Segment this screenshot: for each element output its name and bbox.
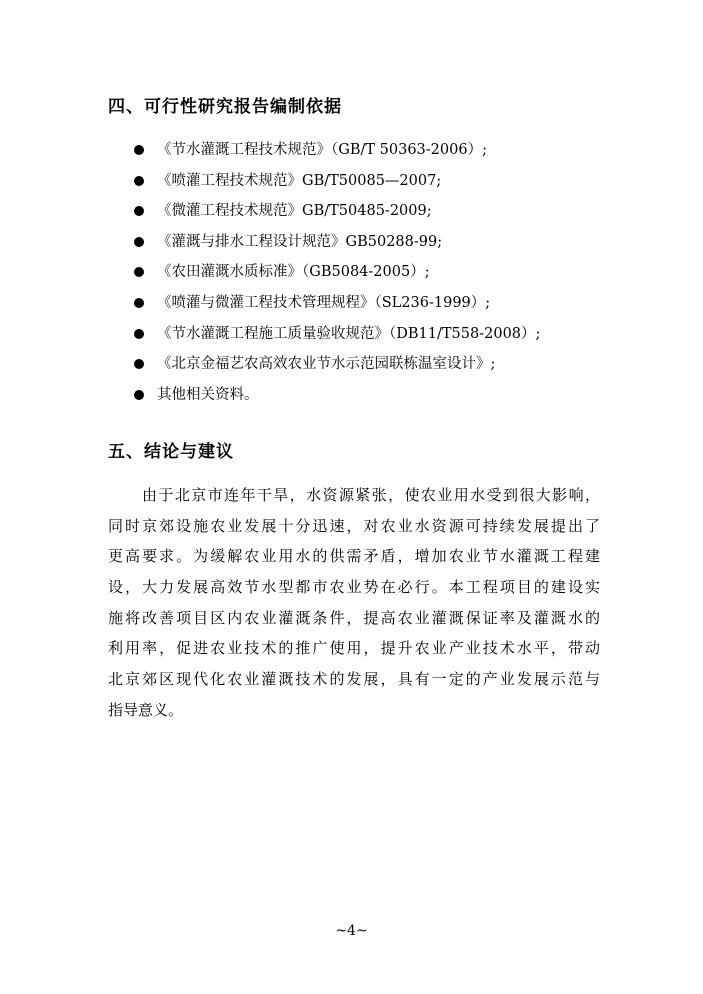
list-item-text: 《灌溉与排水工程设计规范》GB50288-99; <box>157 233 443 250</box>
list-item <box>134 291 540 322</box>
paragraph-line: 指导意义。 <box>108 700 184 719</box>
page-number: ~4~ <box>335 923 368 939</box>
basis-list <box>134 138 540 413</box>
list-item <box>134 138 540 169</box>
list-item <box>134 169 540 200</box>
list-item-text: 其他相关资料。 <box>157 386 259 403</box>
paragraph-line: 更高要求。为缓解农业用水的供需矛盾，增加农业节水灌溉工程建 <box>108 547 600 566</box>
list-item <box>134 199 540 230</box>
list-item <box>134 322 540 353</box>
bullet-icon <box>134 298 144 308</box>
paragraph-line: 北京郊区现代化农业灌溉技术的发展，具有一定的产业发展示范与 <box>108 670 600 689</box>
bullet-icon <box>134 237 144 247</box>
list-item-text: 《节水灌溉工程施工质量验收规范》（DB11/T558-2008）; <box>157 325 541 342</box>
list-item-text: 《北京金福艺农高效农业节水示范园联栋温室设计》; <box>157 356 496 373</box>
bullet-icon <box>134 206 144 216</box>
bullet-icon <box>134 145 144 155</box>
list-item <box>134 260 540 291</box>
bullet-icon <box>134 329 144 339</box>
bullet-icon <box>134 359 144 369</box>
list-item-text: 《喷灌与微灌工程技术管理规程》（SL236-1999）; <box>157 294 491 311</box>
list-item <box>134 230 540 261</box>
list-item-text: 《农田灌溉水质标准》（GB5084-2005）; <box>157 264 430 281</box>
section-5-heading: 五、结论与建议 <box>108 442 234 462</box>
bullet-icon <box>134 390 144 400</box>
paragraph-line: 设，大力发展高效节水型都市农业势在必行。本工程项目的建设实 <box>108 578 600 597</box>
paragraph-line: 同时京郊设施农业发展十分迅速，对农业水资源可持续发展提出了 <box>108 516 600 535</box>
list-item-text: 《微灌工程技术规范》GB/T50485-2009; <box>157 203 432 220</box>
list-item <box>134 352 540 383</box>
bullet-icon <box>134 267 144 277</box>
conclusion-paragraph <box>108 480 600 726</box>
paragraph-line: 利用率，促进农业技术的推广使用，提升农业产业技术水平，带动 <box>108 639 600 658</box>
bullet-icon <box>134 176 144 186</box>
paragraph-line: 由于北京市连年干旱，水资源紧张，使农业用水受到很大影响， <box>142 486 600 504</box>
list-item-text: 《节水灌溉工程技术规范》（GB/T 50363-2006）; <box>157 142 487 158</box>
list-item-text: 《喷灌工程技术规范》GB/T50085—2007; <box>157 172 442 189</box>
section-4-heading: 四、可行性研究报告编制依据 <box>108 97 342 117</box>
paragraph-line: 施将改善项目区内农业灌溉条件，提高农业灌溉保证率及灌溉水的 <box>108 608 600 627</box>
list-item <box>134 383 540 414</box>
